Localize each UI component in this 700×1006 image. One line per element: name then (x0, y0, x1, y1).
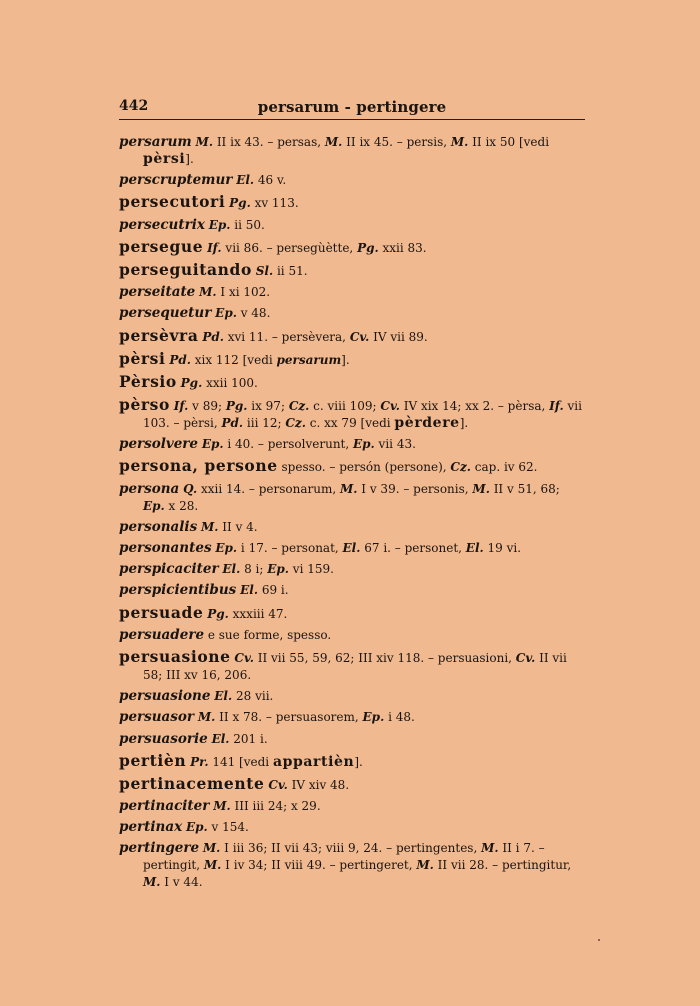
entry-text: II v 4. (218, 519, 258, 534)
entry-persuasor (119, 709, 585, 726)
entry-pertien (119, 752, 585, 771)
headword: persona (119, 480, 180, 497)
paper-speck (598, 939, 600, 941)
entry-pertinaciter (119, 798, 585, 815)
entry-text: ]. (354, 754, 363, 769)
source-abbreviation: El. (211, 731, 230, 746)
source-abbreviation: El. (222, 562, 241, 577)
entry-text: xix 112 [vedi (190, 352, 277, 367)
source-abbreviation: Ep. (208, 217, 231, 232)
entry-body (198, 330, 427, 344)
entry-text: II ix 45. – persis, (342, 135, 451, 149)
source-abbreviation: Ep. (201, 437, 224, 452)
source-abbreviation: El. (236, 173, 255, 188)
entry-persuasione-latin (119, 688, 585, 705)
page-number: 442 (119, 98, 149, 114)
entry-perso (119, 396, 585, 432)
source-abbreviation: If. (173, 399, 189, 414)
source-abbreviation: If. (207, 240, 222, 255)
source-abbreviation: M. (481, 841, 499, 856)
source-abbreviation: If. (549, 399, 564, 414)
entry-text: I iii 36; II vii 43; viii 9, 24. – pertingentes, (220, 841, 482, 856)
entry-text: I xi 102. (216, 285, 271, 300)
entry-persecutrix (119, 217, 585, 234)
source-abbreviation: Pg. (357, 240, 379, 255)
headword: pèrsi (119, 348, 166, 368)
page-header (119, 96, 585, 118)
entry-body (143, 482, 560, 513)
entry-body (177, 376, 258, 390)
entry-text: I v 39. – personis, (357, 481, 473, 496)
source-abbreviation: Pd. (202, 329, 224, 344)
entry-text: 69 i. (258, 583, 289, 598)
entry-body (198, 437, 416, 451)
source-abbreviation: Sl. (255, 263, 274, 278)
entry-perscruptemur (119, 172, 585, 189)
source-abbreviation: Ep. (362, 710, 385, 725)
entry-text: ii 50. (230, 217, 265, 232)
entry-text: vii 86. – persegùètte, (221, 240, 358, 255)
source-abbreviation: M. (213, 799, 231, 814)
headword: persuasione (119, 646, 231, 666)
entry-text: IV xix 14; xx 2. – pèrsa, (399, 399, 550, 414)
headword: perspicaciter (119, 561, 219, 578)
source-abbreviation: Ep. (215, 306, 237, 321)
source-abbreviation: Cv. (234, 650, 254, 665)
source-abbreviation: M. (195, 135, 213, 149)
entry-personantes (119, 540, 585, 557)
cross-reference: pèrdere (394, 415, 460, 432)
entry-text: ix 97; (247, 399, 289, 414)
entry-text: IV vii 89. (369, 329, 428, 344)
headword: persuade (119, 602, 204, 622)
source-abbreviation: El. (342, 541, 361, 555)
entry-text: 8 i; (240, 562, 268, 577)
source-abbreviation: El. (240, 583, 258, 598)
entry-text: ]. (185, 152, 194, 166)
entry-body (212, 541, 521, 555)
source-abbreviation: Pd. (169, 352, 191, 367)
entry-text: c. xx 79 [vedi (305, 416, 395, 431)
entry-text: c. viii 109; (309, 399, 381, 414)
headword: persona, persone (119, 456, 278, 476)
entry-persona-latin (119, 481, 585, 515)
entry-text: 46 v. (254, 173, 287, 188)
source-abbreviation: Pg. (229, 196, 251, 211)
entry-text: I iv 34; II viii 49. – pertingeret, (221, 858, 417, 873)
headword: persèvra (119, 325, 199, 345)
source-abbreviation: El. (214, 689, 233, 704)
entry-pertinax (119, 819, 585, 836)
entry-body (143, 399, 582, 430)
entry-persegue (119, 238, 585, 257)
cross-reference: pèrsi (143, 151, 186, 167)
entry-perseguitando (119, 261, 585, 280)
source-abbreviation: Pg. (225, 399, 248, 414)
cross-reference: appartièn (272, 753, 355, 770)
source-abbreviation: Cv. (268, 777, 288, 792)
entry-text: II i 7. – pertingit, (143, 841, 545, 873)
entry-text: II v 51, 68; (489, 481, 560, 496)
headword: perscruptemur (119, 172, 233, 189)
header-rule (119, 119, 585, 120)
source-abbreviation: persarum (276, 352, 342, 367)
source-abbreviation: M. (197, 710, 216, 725)
entry-text: III iii 24; x 29. (230, 799, 321, 814)
entry-text: xxii 83. (378, 240, 427, 255)
entry-text: vi 159. (288, 562, 334, 577)
entry-text: 201 i. (229, 731, 268, 746)
source-abbreviation: Cz. (450, 460, 471, 475)
headword: pertinacemente (119, 773, 265, 793)
entry-pertingere (119, 840, 585, 891)
source-abbreviation: Q. (183, 481, 198, 496)
entry-text: 67 i. – personet, (360, 541, 466, 555)
entry-body (165, 353, 349, 367)
entry-perseitate (119, 284, 585, 301)
entry-body (197, 520, 257, 534)
entry-text: II ix 50 [vedi (468, 135, 550, 149)
entry-text: II vii 28. – pertingitur, (433, 858, 572, 873)
source-abbreviation: El. (465, 541, 484, 555)
headword: persuasor (119, 709, 195, 726)
source-abbreviation: M. (340, 481, 358, 496)
entry-perspicientibus (119, 582, 585, 599)
entry-persi (119, 350, 585, 369)
entry-body (203, 607, 287, 621)
entry-persecutori (119, 193, 585, 212)
entry-text: ]. (459, 416, 469, 431)
entry-persuasione (119, 648, 585, 684)
entry-body (225, 196, 298, 210)
entry-text: cap. iv 62. (470, 460, 538, 475)
entry-text: xxxiii 47. (228, 606, 288, 621)
entry-text: xxii 14. – personarum, (197, 481, 340, 496)
entry-text: xv 113. (250, 196, 299, 211)
entry-persona-persone (119, 457, 585, 476)
entry-text: e sue forme, spesso. (204, 627, 332, 642)
entry-body (186, 755, 363, 769)
entry-persuadere (119, 627, 585, 644)
entry-body (204, 628, 331, 642)
source-abbreviation: Pr. (190, 754, 209, 769)
headword: persarum (119, 134, 192, 150)
source-abbreviation: M. (324, 135, 343, 149)
entry-body (278, 460, 538, 474)
entry-text: II ix 43. – persas, (213, 135, 325, 149)
entry-text: ii 51. (273, 263, 308, 278)
entry-text: v 89; (188, 399, 226, 414)
entry-text: IV xiv 48. (287, 777, 350, 792)
source-abbreviation: Cz. (285, 416, 306, 431)
source-abbreviation: Ep. (267, 562, 289, 577)
entry-text: II x 78. – persuasorem, (215, 710, 363, 725)
entry-body (205, 218, 265, 232)
entry-text: x 28. (164, 498, 199, 513)
headword: pertinaciter (119, 798, 210, 815)
entry-body (236, 583, 288, 597)
entry-body (209, 799, 320, 813)
source-abbreviation: Cv. (380, 399, 400, 414)
entry-text: 141 [vedi (208, 754, 273, 769)
entry-personalis (119, 519, 585, 536)
headword: persuasione (119, 688, 211, 705)
source-abbreviation: M. (201, 519, 219, 534)
headword: personalis (119, 518, 198, 535)
source-abbreviation: Ep. (185, 820, 208, 835)
source-abbreviation: Ep. (353, 437, 375, 452)
headword: perspicientibus (119, 582, 237, 599)
source-abbreviation: Pd. (221, 416, 244, 431)
entry-text: 28 vii. (232, 689, 274, 704)
entry-text: spesso. – persón (persone), (277, 460, 451, 475)
entry-text: i 17. – personat, (237, 541, 343, 555)
entry-body (143, 841, 571, 889)
headword: Pèrsio (119, 371, 177, 391)
source-abbreviation: Cv. (515, 650, 536, 665)
entry-text: v 154. (207, 820, 249, 835)
headword: pertièn (119, 750, 187, 770)
entry-body (232, 173, 286, 187)
entry-body (182, 820, 249, 834)
source-abbreviation: M. (199, 285, 217, 300)
headword: persequetur (119, 305, 212, 322)
headword: persecutrix (119, 216, 205, 233)
headword: pertingere (119, 840, 200, 857)
entry-body (211, 306, 270, 320)
entry-text: II vii 58; III xv 16, 206. (143, 650, 567, 682)
entry-text: vii 103. – pèrsi, (143, 399, 582, 431)
entry-body (252, 264, 308, 278)
entry-body (208, 732, 268, 746)
entry-body (219, 562, 334, 576)
entry-text: i 40. – persolverunt, (223, 437, 354, 452)
entry-body (210, 689, 273, 703)
headword: persolvere (119, 436, 199, 453)
entry-body (195, 285, 270, 299)
entry-persarum (119, 134, 585, 168)
source-abbreviation: M. (203, 858, 222, 873)
source-abbreviation: Ep. (215, 541, 238, 555)
source-abbreviation: M. (202, 841, 221, 856)
source-abbreviation: Ep. (143, 498, 165, 513)
running-head: persarum - pertingere (257, 98, 447, 116)
headword: perseguitando (119, 259, 252, 279)
source-abbreviation: Pg. (207, 606, 229, 621)
source-abbreviation: M. (143, 875, 161, 890)
headword: persecutori (119, 192, 226, 212)
entry-persevra (119, 327, 585, 346)
entry-text: 19 vi. (483, 541, 522, 555)
entry-persolvere (119, 436, 585, 453)
entry-text: II vii 55, 59, 62; III xiv 118. – persuasioni, (253, 650, 516, 665)
source-abbreviation: M. (416, 858, 434, 873)
headword: persuasorie (119, 730, 208, 747)
headword: personantes (119, 540, 212, 556)
entry-persuade (119, 604, 585, 623)
source-abbreviation: M. (450, 135, 469, 149)
entry-text: ]. (341, 352, 350, 367)
entry-persequetur (119, 305, 585, 322)
source-abbreviation: Pg. (180, 375, 203, 390)
headword: persegue (119, 236, 204, 256)
entry-persuasorie (119, 731, 585, 748)
entry-body (143, 135, 549, 166)
entry-text: xvi 11. – persèvera, (223, 329, 350, 344)
source-abbreviation: Cv. (349, 329, 370, 344)
headword: perseitate (119, 284, 196, 301)
entry-list (119, 134, 585, 896)
entry-perspicaciter (119, 561, 585, 578)
headword: pertinax (119, 819, 183, 836)
entry-text: iii 12; (243, 416, 286, 431)
entry-body (203, 241, 426, 255)
entry-pertinacemente (119, 775, 585, 794)
entry-body (264, 778, 349, 792)
headword: pèrso (119, 395, 170, 415)
entry-text: vii 43. (374, 437, 416, 452)
entry-text: I v 44. (160, 875, 203, 890)
headword: persuadere (119, 626, 205, 643)
entry-text: v 48. (236, 306, 271, 321)
entry-body (194, 710, 415, 724)
entry-text: i 48. (384, 710, 415, 725)
entry-text: xxii 100. (202, 375, 258, 390)
entry-persio (119, 373, 585, 392)
source-abbreviation: Cz. (288, 399, 310, 414)
source-abbreviation: M. (472, 481, 490, 496)
